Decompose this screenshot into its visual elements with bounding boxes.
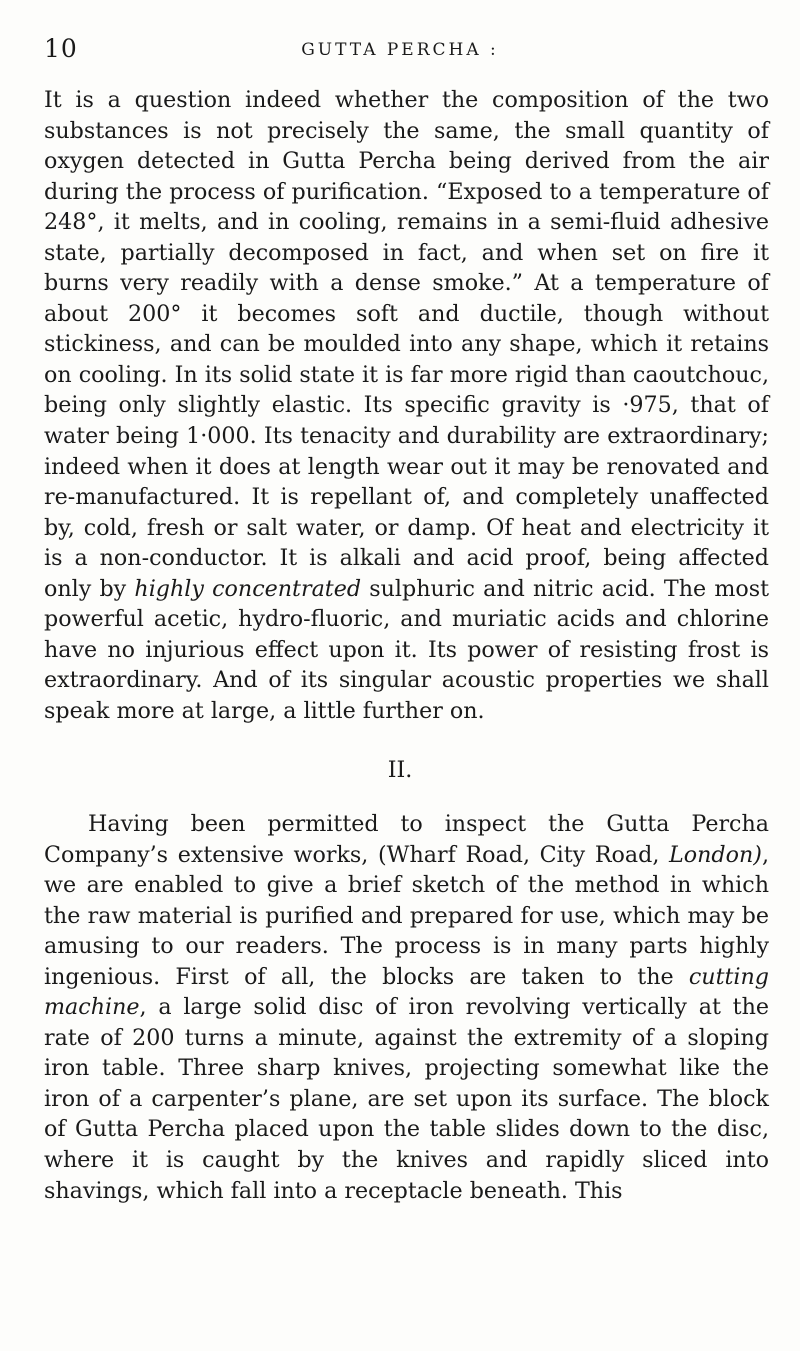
paragraph-2-text-end: , a large solid disc of iron revolving vertically at the rate of 200 turns a minute, against the extremity of a sloping iron table. Three sharp knives, projecting somewhat like the iron of a carpenter’s plane, are set upon its surface. The block of Gutta Percha placed upon the table slides down to the disc, where it is caught by the knives and rapidly sliced into shavings, which fall into a receptacle beneath. This bbox=[44, 994, 769, 1204]
paragraph-1-text: It is a question indeed whether the composition of the two substances is not precisely the same, the small quantity of oxygen detected in Gutta Percha being derived from the air during the process of purification. “Exposed to a temperature of 248°, it melts, and in cooling, remains in a semi-fluid adhesive state, partially decomposed in fact, and when set on fire it burns very readily with a dense smoke.” At a temperature of about 200° it becomes soft and ductile, though without stickiness, and can be moulded into any shape, which it retains on cooling. In its solid state it is far more rigid than caoutchouc, being only slightly elastic. Its specific gravity is ·975, that of water being 1·000. Its tenacity and durability are extraordinary; indeed when it does at length wear out it may be renovated and re-manufactured. It is repellant of, and completely unaffected by, cold, fresh or salt water, or damp. Of heat and electricity it is a non-conductor. It is alkali and acid proof, being affected only by bbox=[44, 87, 769, 602]
emphasis-cutting-machine: cutting machine bbox=[44, 963, 769, 1021]
paragraph-2-text-cont: , we are enabled to give a brief sketch of the method in which the raw material is purified and prepared for use, which may be amusing to our readers. The process is in many parts highly ingenious. First of all, the blocks are taken to the bbox=[44, 841, 769, 990]
paragraph-1-text-cont: sulphuric and nitric acid. The most powerful acetic, hydro-fluoric, and muriatic acids and chlorine have no injurious effect upon it. Its power of resisting frost is extraordinary. And of its singular acoustic properties we shall speak more at large, a little further on. bbox=[44, 575, 770, 724]
paragraph-2 bbox=[44, 809, 769, 1206]
emphasis-london: London) bbox=[669, 841, 762, 868]
paragraph-2-text: Having been permitted to inspect the Gutta Percha Company’s extensive works, (Wharf Road, City Road, bbox=[44, 811, 769, 868]
emphasis-highly-concentrated: highly concentrated bbox=[134, 575, 362, 602]
page-number: 10 bbox=[44, 34, 78, 63]
running-head: GUTTA PERCHA : bbox=[301, 40, 499, 60]
paragraph-1 bbox=[44, 85, 769, 726]
section-heading: II. bbox=[387, 757, 413, 783]
